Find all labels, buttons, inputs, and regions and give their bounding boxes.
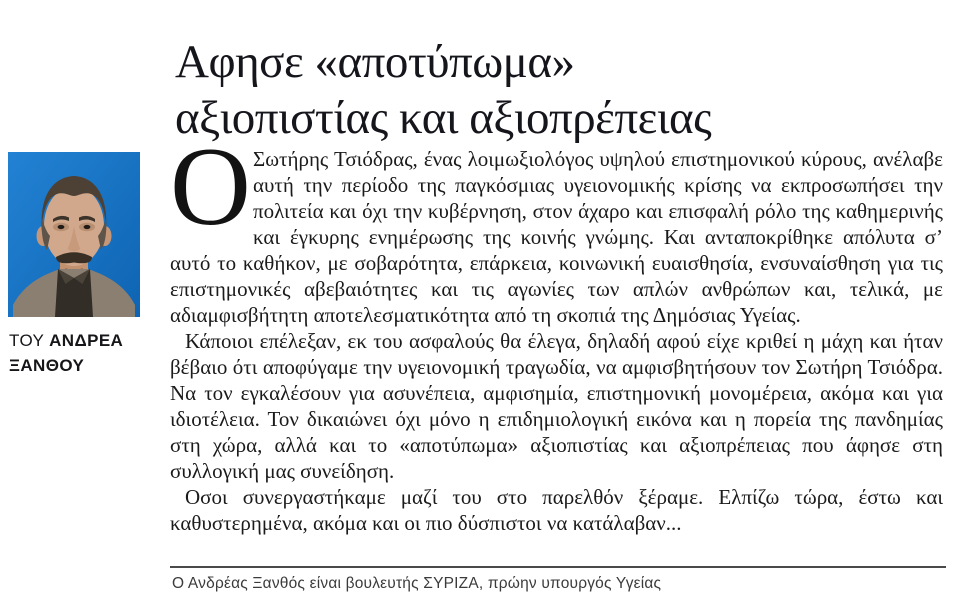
paragraph-1-text: Σωτήρης Τσιόδρας, ένας λοιμωξιολόγος υψηλού επιστημονικού κύρους, ανέλαβε αυτή την περίοδο της παγκόσμιας υγειονομικής κρίσης να εκπροσωπήσει την πολιτεία και όχι την κυβέρνηση, στον άχαρο και επισφαλή ρόλο της καθημερινής και έγκυρης ενημέρωσης της κοινής γνώμης. Και ανταποκρίθηκε απόλυτα σ’ αυτό το καθήκον, με σοβαρότητα, επάρκεια, κοινωνική ευαισθησία, ενσυναίσθηση για τις επιστημονικές αβεβαιότητες και τις αγωνίες των απλών ανθρώπων και, τελικά, με αδιαμφισβήτητη αποτελεσματικότητα από τη σκοπιά της Δημόσιας Υγείας. <box>170 147 943 327</box>
author-footnote: Ο Ανδρέας Ξανθός είναι βουλευτής ΣΥΡΙΖΑ, πρώην υπουργός Υγείας <box>172 575 662 592</box>
headline-line-2: αξιοπιστίας και αξιοπρέπειας <box>175 92 712 145</box>
article-body <box>170 125 943 536</box>
article-headline <box>175 34 711 146</box>
author-portrait-illustration <box>8 152 140 317</box>
drop-cap: Ο <box>170 125 251 249</box>
footer-divider <box>170 566 946 568</box>
byline <box>9 328 161 378</box>
headline-line-1: Αφησε «αποτύπωμα» <box>175 36 575 89</box>
byline-prefix: ΤΟΥ <box>9 331 44 350</box>
paragraph-3: Οσοι συνεργαστήκαμε μαζί του στο παρελθόν ξέραμε. Ελπίζω τώρα, έστω και καθυστερημένα, ακόμα και οι πιο δύσπιστοι να κατάλαβαν... <box>170 485 943 535</box>
paragraph-2: Κάποιοι επέλεξαν, εκ του ασφαλούς θα έλεγα, δηλαδή αφού είχε κριθεί η μάχη και ήταν βέβαιο ότι αποφύγαμε την υγειονομική τραγωδία, να αμφισβητήσουν τον Σωτήρη Τσιόδρα. Να τον εγκαλέσουν για ασυνέπεια, αμφισημία, επιστημονική μονομέρεια, ακόμα και για ιδιοτέλεια. Τον δικαιώνει όχι μόνο η επιδημιολογική εικόνα και η πορεία της πανδημίας στη χώρα, αλλά και το «αποτύπωμα» αξιοπιστίας και αξιοπρέπειας που άφησε στη συλλογική μας συνείδηση. <box>170 329 943 483</box>
byline-author-name: ΑΝΔΡΕΑ ΞΑΝΘΟΥ <box>9 331 124 375</box>
paragraph-1 <box>170 125 943 328</box>
author-photo <box>8 152 140 317</box>
